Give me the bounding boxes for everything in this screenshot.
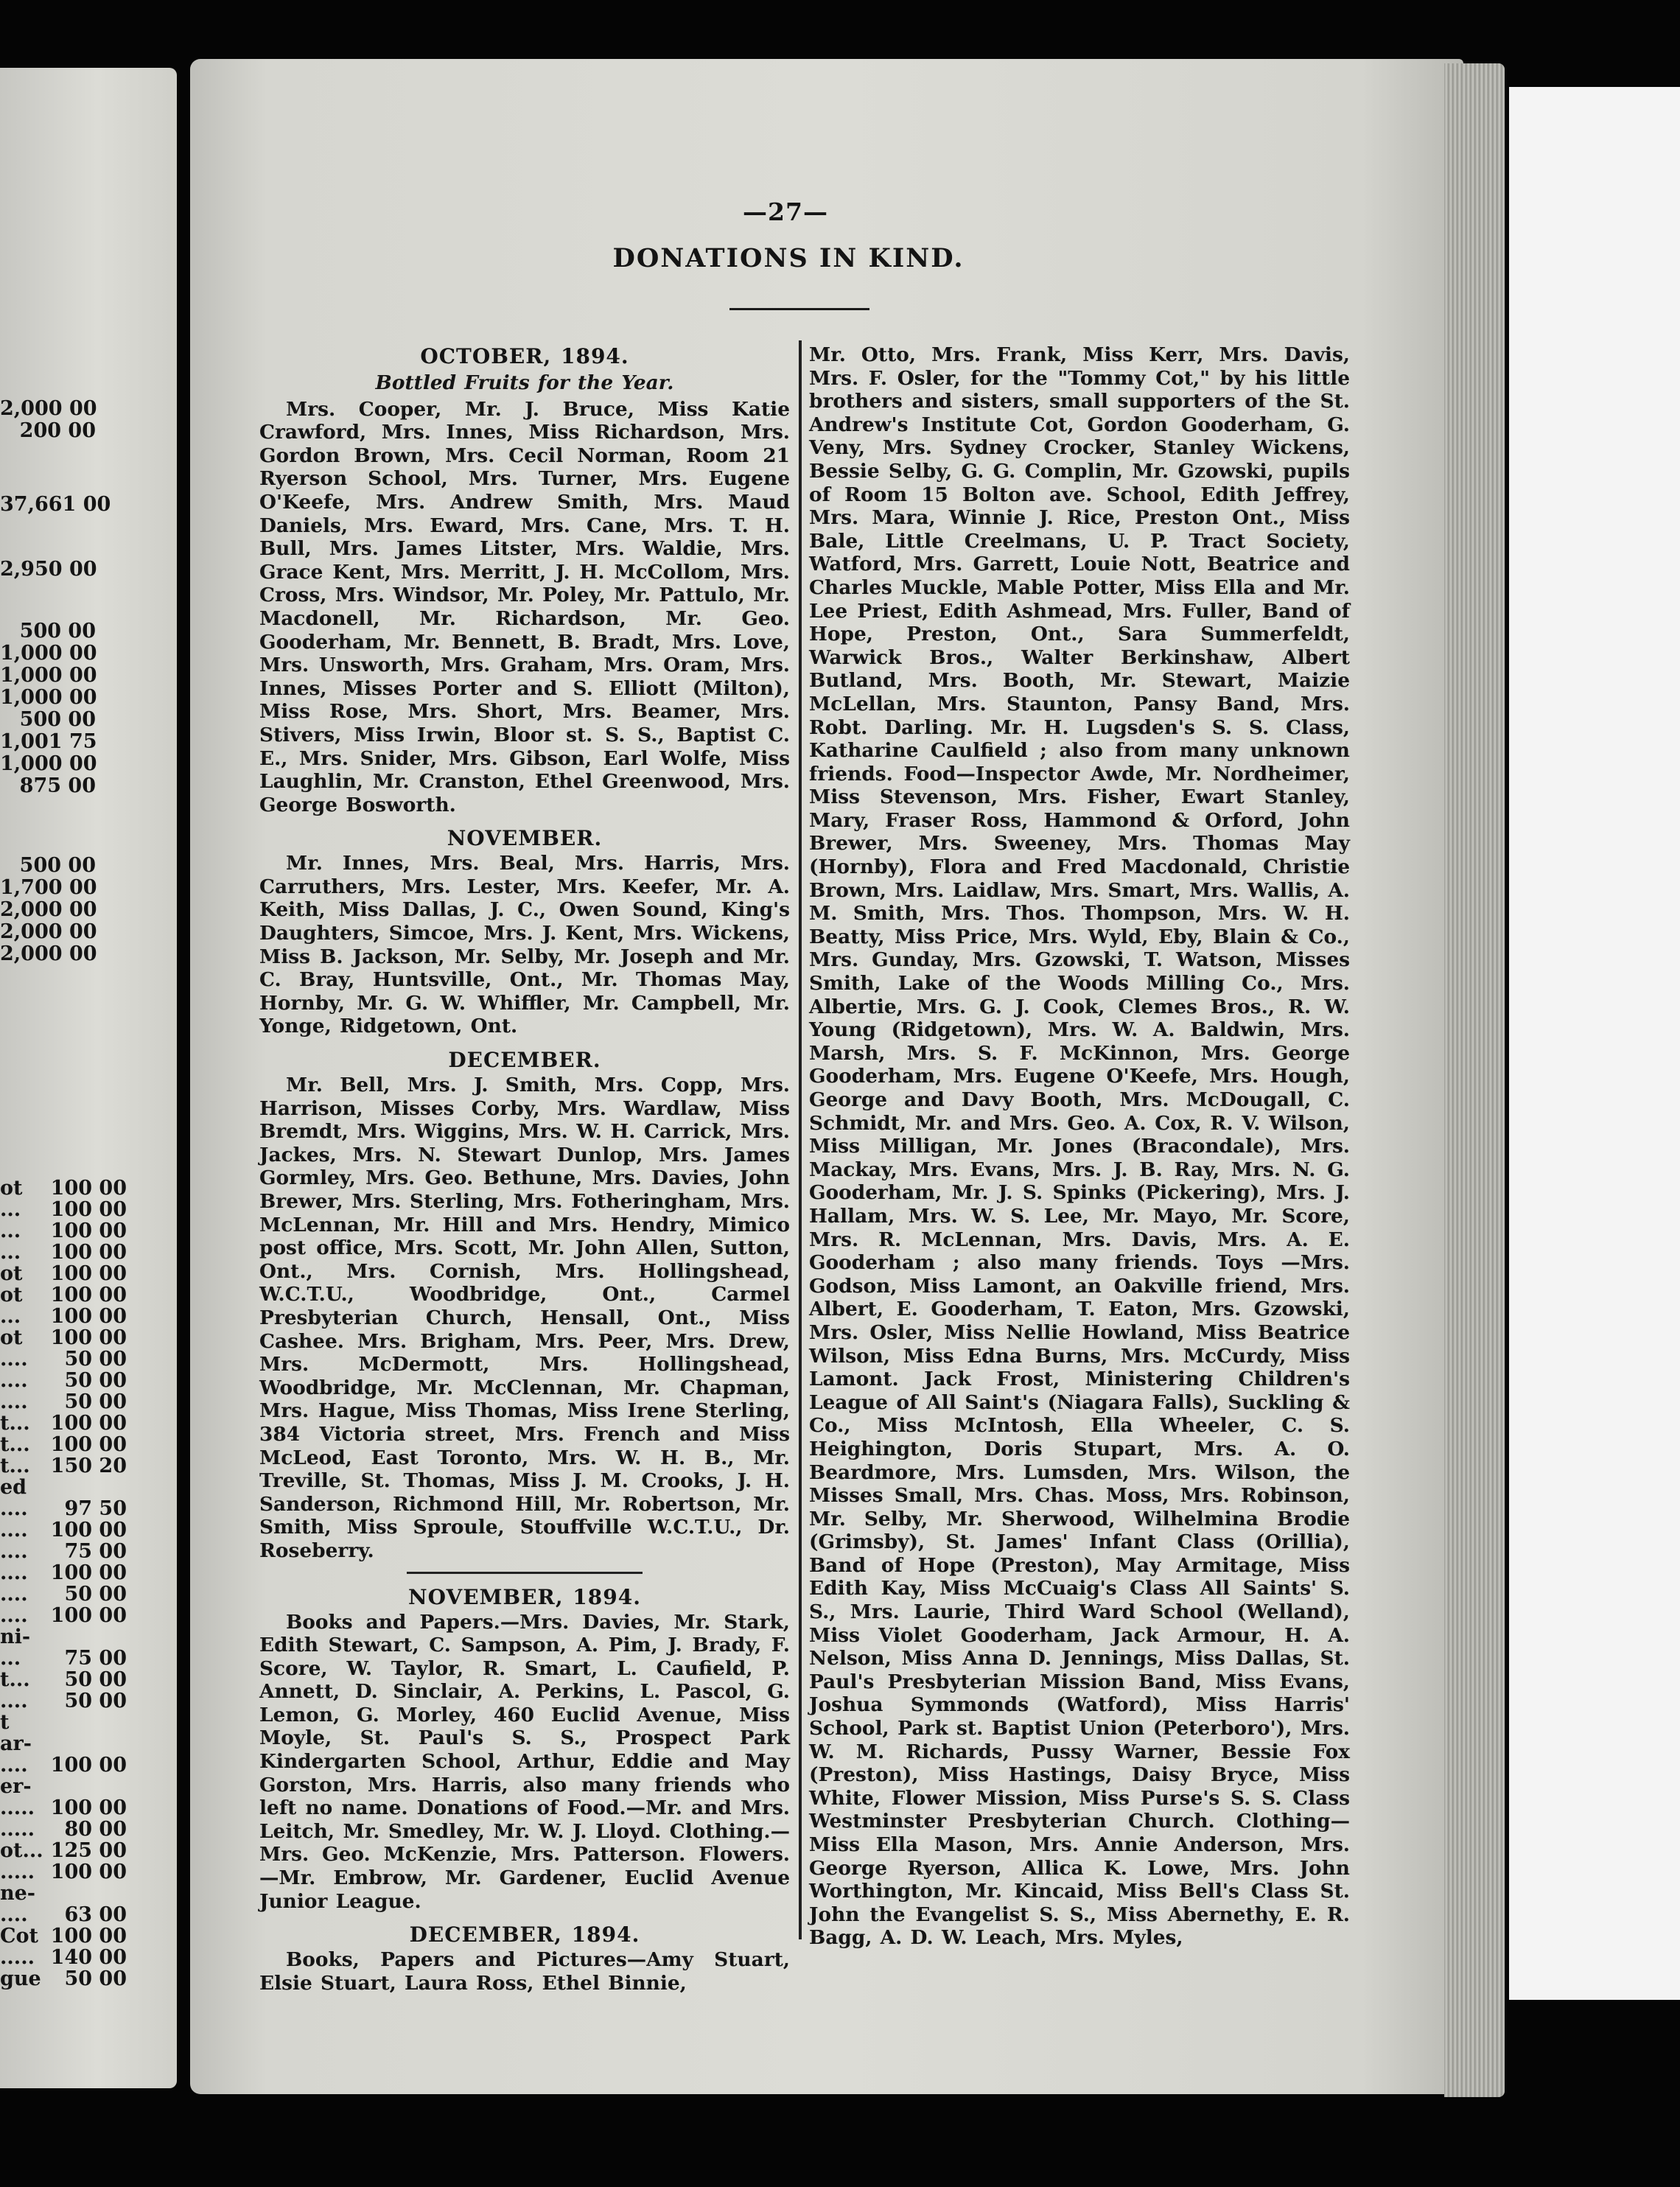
left-page-row-amount: 100 00 (50, 1604, 127, 1627)
left-page-row-label: ..... (0, 1797, 35, 1819)
left-page-row-label: ..... (0, 1819, 35, 1841)
left-page-row-amount (46, 1776, 127, 1798)
left-page-row-label: .... (0, 1584, 28, 1606)
left-page-row-label: .... (0, 1690, 28, 1712)
left-page-row-amount: 100 00 (50, 1925, 127, 1948)
left-page-row-amount: 140 00 (50, 1946, 127, 1969)
left-page-row-label: ot (0, 1327, 23, 1349)
left-page-row (0, 1669, 127, 1691)
left-page-row-label: ... (0, 1220, 21, 1242)
left-page-row (0, 1434, 127, 1456)
left-page-row-label: t... (0, 1669, 30, 1691)
left-page-amount: 1,700 00 (0, 876, 97, 899)
left-page-row-amount: 100 00 (50, 1198, 127, 1221)
section-heading-october-1894: OCTOBER, 1894. (420, 344, 629, 368)
left-page-row (0, 1242, 127, 1264)
left-page-amount: 875 00 (19, 774, 96, 797)
left-page-row-amount: 50 00 (64, 1348, 127, 1371)
left-page-row (0, 1840, 127, 1862)
left-page-row-label: ... (0, 1306, 21, 1328)
left-page-row-label: ot... (0, 1840, 43, 1862)
left-page-row-amount: 100 00 (50, 1433, 127, 1456)
section-heading-december: DECEMBER. (448, 1048, 601, 1073)
left-page-row-label: t... (0, 1413, 30, 1435)
left-page-amount: 2,000 00 (0, 898, 97, 921)
left-page-amount: 2,950 00 (0, 558, 97, 581)
left-page-row-label: ..... (0, 1861, 35, 1883)
left-page-row (0, 1904, 127, 1926)
section-heading-november-1894: NOVEMBER, 1894. (407, 1584, 641, 1609)
left-page-row (0, 1883, 127, 1905)
left-page-row (0, 1199, 127, 1221)
left-page-row (0, 1519, 127, 1542)
left-page-amount: 2,000 00 (0, 942, 97, 965)
left-page-row (0, 1562, 127, 1584)
left-page-row-amount: 100 00 (50, 1326, 127, 1349)
left-page-row (0, 1284, 127, 1306)
left-page-row (0, 1263, 127, 1285)
section-heading-december-1894: DECEMBER, 1894. (409, 1922, 640, 1948)
left-page-row-amount (46, 1477, 127, 1499)
left-page-row-label: ..... (0, 1947, 35, 1969)
left-page-amount: 1,000 00 (0, 752, 97, 775)
november-donors: Mr. Innes, Mrs. Beal, Mrs. Harris, Mrs. Carruthers, Mrs. Lester, Mrs. Keefer, Mr. A. Keith, Miss Dallas, J. C., Owen Sound, King's Daughters, Simcoe, Mrs. J. Kent, Mrs. Wickens, Miss B. Jackson, Mr. Selby, Mr. Joseph and Mr. C. Bray, Huntsville, Ont., Mr. Thomas May, Hornby, Mr. G. W. Whiffler, Mr. Campbell, Mr. Yonge, Ridgetown, Ont. (259, 852, 790, 1038)
left-page-row-label: .... (0, 1519, 28, 1542)
left-page-row (0, 1690, 127, 1712)
left-page-row (0, 1541, 127, 1563)
left-page-row-label: .... (0, 1370, 28, 1392)
background-strip (1509, 87, 1680, 2000)
left-page-row-amount: 80 00 (64, 1818, 127, 1841)
left-page-row-label: Cot (0, 1925, 38, 1948)
left-page-row (0, 1391, 127, 1413)
left-page-row-label: ... (0, 1242, 21, 1264)
left-page-row (0, 1455, 127, 1477)
left-page-row (0, 1605, 127, 1627)
section-heading-november: NOVEMBER. (447, 826, 603, 851)
left-page-row (0, 1477, 127, 1499)
left-page-row (0, 1327, 127, 1349)
left-page-row-label: .... (0, 1904, 28, 1926)
column-divider (799, 340, 802, 1939)
left-page-row-label: .... (0, 1348, 28, 1371)
left-page-row-amount: 100 00 (50, 1861, 127, 1883)
left-page-row-label: .... (0, 1391, 28, 1413)
left-page-row-label: gue (0, 1968, 41, 1990)
left-page-row-label: er- (0, 1776, 32, 1798)
left-page-row-amount: 150 20 (50, 1455, 127, 1477)
left-page-row-label: ... (0, 1199, 21, 1221)
left-page-row-amount: 75 00 (64, 1540, 127, 1563)
left-page-row-amount: 100 00 (50, 1561, 127, 1584)
left-page-amount: 1,000 00 (0, 642, 97, 665)
left-page-row-label: ed (0, 1477, 27, 1499)
left-page-row-label: t... (0, 1455, 30, 1477)
december-1894-donors: Books, Papers and Pictures—Amy Stuart, Elsie Stuart, Laura Ross, Ethel Binnie, (259, 1948, 790, 1995)
left-page-row-amount: 125 00 (50, 1839, 127, 1862)
left-page-row (0, 1733, 127, 1755)
page-edges (1444, 63, 1505, 2097)
left-page-row-label: ot (0, 1284, 23, 1306)
left-page-row-label: .... (0, 1754, 28, 1777)
page-number: —27— (743, 197, 828, 226)
left-page-row-label: .... (0, 1498, 28, 1520)
left-page-row-amount: 100 00 (50, 1754, 127, 1777)
left-page-row (0, 1797, 127, 1819)
left-page-row-amount: 100 00 (50, 1519, 127, 1542)
left-page-row-amount: 50 00 (64, 1369, 127, 1392)
left-page-row (0, 1498, 127, 1520)
left-page-amount: 200 00 (19, 419, 96, 442)
left-page-row-label: ot (0, 1178, 23, 1200)
left-page-row (0, 1861, 127, 1883)
left-page-row-label: t (0, 1712, 10, 1734)
left-page-row (0, 1584, 127, 1606)
left-page-row-amount: 100 00 (50, 1220, 127, 1242)
left-page-row-amount: 100 00 (50, 1262, 127, 1285)
left-page-row-amount: 50 00 (64, 1967, 127, 1990)
left-page-amount: 500 00 (19, 708, 96, 731)
november-1894-donors: Books and Papers.—Mrs. Davies, Mr. Stark, Edith Stewart, C. Sampson, A. Pim, J. Brady, F. Score, W. Taylor, R. Smart, L. Caufield, P. Annett, D. Sinclair, A. Perkins, L. Pascol, G. Lemon, G. Morley, 460 Euclid Avenue, Miss Moyle, St. Paul's S. S., Prospect Park Kindergarten School, Arthur, Eddie and May Gorston, Mrs. Harris, also many friends who left no name. Donations of Food.—Mr. and Mrs. Leitch, Mr. Smedley, Mr. W. J. Lloyd. Clothing.—Mrs. Geo. McKenzie, Mrs. Patterson. Flowers. —Mr. Embrow, Mr. Gardener, Euclid Avenue Junior League. (259, 1610, 790, 1913)
left-page-amount: 1,001 75 (0, 730, 97, 753)
left-page-row (0, 1220, 127, 1242)
left-page-row-amount: 63 00 (64, 1903, 127, 1926)
left-page-row (0, 1306, 127, 1328)
left-page-amount: 1,000 00 (0, 664, 97, 687)
left-page-amount: 1,000 00 (0, 686, 97, 709)
left-page-row (0, 1648, 127, 1670)
left-page-row (0, 1925, 127, 1948)
left-page-row (0, 1712, 127, 1734)
december-donors: Mr. Bell, Mrs. J. Smith, Mrs. Copp, Mrs. Harrison, Misses Corby, Mrs. Wardlaw, Miss Bremdt, Mrs. Wiggins, Mrs. W. H. Carrick, Mrs. Jackes, Mrs. N. Stewart Dunlop, Mrs. James Gormley, Mrs. Geo. Bethune, Mrs. Davies, John Brewer, Mrs. Sterling, Mrs. Fotheringham, Mrs. McLennan, Mr. Hill and Mrs. Hendry, Mimico post office, Mrs. Scott, Mr. John Allen, Sutton, Ont., Mrs. Cornish, Mrs. Hollingshead, W.C.T.U., Woodbridge, Ont., Carmel Presbyterian Church, Hensall, Ont., Miss Cashee. Mrs. Brigham, Mrs. Peer, Mrs. Drew, Mrs. McDermott, Mrs. Hollingshead, Woodbridge, Mr. McClennan, Mr. Chapman, Mrs. Hague, Miss Thomas, Miss Irene Sterling, 384 Victoria street, Mrs. French and Miss McLeod, East Toronto, Mrs. W. H. B., Mr. Treville, St. Thomas, Miss J. M. Crooks, J. H. Sanderson, Richmond Hill, Mr. Robertson, Mr. Smith, Miss Sproule, Stouffville W.C.T.U., Dr. Roseberry. (259, 1074, 790, 1562)
left-page-row-amount (46, 1883, 127, 1905)
left-page-row (0, 1348, 127, 1371)
section-subheading-bottled-fruits: Bottled Fruits for the Year. (375, 371, 674, 394)
left-page-row (0, 1947, 127, 1969)
left-page-row (0, 1968, 127, 1990)
left-page-row-amount: 50 00 (64, 1390, 127, 1413)
left-page-amount: 2,000 00 (0, 397, 97, 420)
left-page-row-amount: 50 00 (64, 1690, 127, 1712)
continued-donors: Mr. Otto, Mrs. Frank, Miss Kerr, Mrs. Davis, Mrs. F. Osler, for the "Tommy Cot," by his little brothers and sisters, small supporters of the St. Andrew's Institute Cot, Gordon Gooderham, G. Veny, Mrs. Sydney Crocker, Stanley Wickens, Bessie Selby, G. G. Complin, Mr. Gzowski, pupils of Room 15 Bolton ave. School, Edith Jeffrey, Mrs. Mara, Winnie J. Rice, Preston Ont., Miss Bale, Little Creelmans, U. P. Tract Society, Watford, Mrs. Garrett, Louie Nott, Beatrice and Charles Muckle, Mable Potter, Miss Ella and Mr. Lee Priest, Edith Ashmead, Mrs. Fuller, Band of Hope, Preston, Ont., Sara Summerfeldt, Warwick Bros., Walter Berkinshaw, Albert Butland, Mrs. Booth, Mr. Stewart, Maizie McLellan, Mrs. Staunton, Pansy Band, Mrs. Robt. Darling. Mr. H. Lugsden's S. S. Class, Katharine Caulfield ; also from many unknown friends. Food—Inspector Awde, Mr. Nordheimer, Miss Stevenson, Mrs. Fisher, Ewart Stanley, Mary, Fraser Ross, Hammond & Orford, John Brewer, Mrs. Sweeney, Mrs. Thomas May (Hornby), Flora and Fred Macdonald, Christie Brown, Mrs. Laidlaw, Mrs. Smart, Mrs. Wallis, A. M. Smith, Mrs. Thos. Thompson, Mrs. W. H. Beatty, Miss Price, Mrs. Wyld, Eby, Blain & Co., Mrs. Gunday, Mrs. Gzowski, T. Watson, Misses Smith, Lake of the Woods Milling Co., Mrs. Albertie, Mrs. G. J. Cook, Clemes Bros., R. W. Young (Ridgetown), Mrs. W. A. Baldwin, Mrs. Marsh, Mrs. S. F. McKinnon, Mrs. George Gooderham, Mrs. Eugene O'Keefe, Mrs. Hough, George and Davy Booth, Mrs. McDougall, C. Schmidt, Mr. and Mrs. Geo. A. Cox, R. V. Wilson, Miss Milligan, Mr. Jones (Bracondale), Mrs. Mackay, Mrs. Evans, Mrs. J. B. Ray, Mrs. N. G. Gooderham, Mr. J. S. Spinks (Pickering), Mrs. J. Hallam, Mrs. W. S. Lee, Mr. Mayo, Mr. Score, Mrs. R. McLennan, Mrs. Davis, Mrs. A. E. Gooderham ; also many friends. Toys —Mrs. Godson, Miss Lamont, an Oakville friend, Mrs. Albert, E. Gooderham, T. Eaton, Mrs. Gzowski, Mrs. Osler, Miss Nellie Howland, Miss Beatrice Wilson, Miss Edna Burns, Mrs. McCurdy, Miss Lamont. Jack Frost, Ministering Children's League of All Saint's (Niagara Falls), Suckling & Co., Miss McIntosh, Ella Wheeler, C. S. Heighington, Doris Stupart, Mrs. A. O. Beardmore, Mrs. Lumsden, Mrs. Wilson, the Misses Small, Mrs. Chas. Moss, Mrs. Robinson, Mr. Selby, Mr. Sherwood, Wilhelmina Brodie (Grimsby), St. James' Infant Class (Orillia), Band of Hope (Preston), May Armitage, Miss Edith Kay, Miss McCuaig's Class All Saints' S. S., Mrs. Laurie, Third Ward School (Welland), Miss Violet Gooderham, Jack Armour, H. A. Nelson, Miss Anna D. Jennings, Miss Dallas, St. Paul's Presbyterian Mission Band, Miss Evans, Joshua Symmonds (Watford), Miss Harris' School, Park st. Baptist Union (Peterboro'), Mrs. W. M. Richards, Pussy Warner, Bessie Fox (Preston), Miss Hastings, Daisy Bryce, Miss White, Flower Mission, Miss Purse's S. S. Class Westminster Presbyterian Church. Clothing—Miss Ella Mason, Mrs. Annie Anderson, Mrs. George Ryerson, Allica K. Lowe, Mrs. John Worthington, Mr. Kincaid, Miss Bell's Class St. John the Evangelist S. S., Miss Abernethy, E. R. Bagg, A. D. W. Leach, Mrs. Myles, (809, 343, 1350, 1950)
left-page-row-amount: 100 00 (50, 1796, 127, 1819)
section-rule (407, 1572, 643, 1574)
left-page-row-label: .... (0, 1562, 28, 1584)
left-page-row-label: ot (0, 1263, 23, 1285)
left-page-row-amount: 100 00 (50, 1241, 127, 1264)
left-page-row-amount (46, 1733, 127, 1755)
left-page-row (0, 1178, 127, 1200)
left-page-amount: 500 00 (19, 620, 96, 643)
left-page-row-amount (46, 1626, 127, 1648)
left-page-amount: 500 00 (19, 854, 96, 877)
left-page-row (0, 1413, 127, 1435)
left-page-row-label: .... (0, 1541, 28, 1563)
right-column (809, 343, 1350, 1950)
left-page-row (0, 1776, 127, 1798)
left-page-row (0, 1754, 127, 1777)
left-page-row-amount: 100 00 (50, 1412, 127, 1435)
left-page-row (0, 1626, 127, 1648)
left-page-row (0, 1370, 127, 1392)
left-page-row-label: ni- (0, 1626, 31, 1648)
left-page-row-amount: 100 00 (50, 1177, 127, 1200)
left-page-row-label: ne- (0, 1883, 36, 1905)
left-page-row-amount: 50 00 (64, 1668, 127, 1691)
left-page-amount: 2,000 00 (0, 920, 97, 943)
left-page-row-label: ar- (0, 1733, 32, 1755)
left-page-row-amount: 75 00 (64, 1647, 127, 1670)
left-page-amount: 37,661 00 (0, 493, 111, 516)
title-rule (729, 308, 869, 310)
page-title: DONATIONS IN KIND. (612, 243, 965, 273)
left-page-row-label: ... (0, 1648, 21, 1670)
left-page-row (0, 1819, 127, 1841)
left-facing-page (0, 68, 177, 2088)
left-page-row-label: .... (0, 1605, 28, 1627)
october-donors: Mrs. Cooper, Mr. J. Bruce, Miss Katie Crawford, Mrs. Innes, Miss Richardson, Mrs. Gordon Brown, Mrs. Cecil Norman, Room 21 Ryerson School, Mrs. Turner, Mrs. Eugene O'Keefe, Mrs. Andrew Smith, Mrs. Maud Daniels, Mrs. Eward, Mrs. Cane, Mrs. T. H. Bull, Mrs. James Litster, Mrs. Waldie, Mrs. Grace Kent, Mrs. Merritt, J. H. McCollom, Mrs. Cross, Mrs. Windsor, Mr. Poley, Mr. Pattulo, Mr. Macdonell, Mr. Richardson, Mr. Geo. Gooderham, Mr. Bennett, B. Bradt, Mrs. Love, Mrs. Unsworth, Mrs. Graham, Mrs. Oram, Mrs. Innes, Misses Porter and S. Elliott (Milton), Miss Rose, Mrs. Short, Mrs. Beamer, Mrs. Stivers, Miss Irwin, Bloor st. S. S., Baptist C. E., Mrs. Snider, Mrs. Gibson, Earl Wolfe, Miss Laughlin, Mr. Cranston, Ethel Greenwood, Mrs. George Bosworth. (259, 397, 790, 816)
left-page-row-amount: 50 00 (64, 1583, 127, 1606)
left-column (259, 343, 790, 1995)
left-page-row-amount: 97 50 (64, 1497, 127, 1520)
left-page-row-label: t... (0, 1434, 30, 1456)
left-page-row-amount: 100 00 (50, 1284, 127, 1306)
left-page-row-amount (46, 1712, 127, 1734)
left-page-row-amount: 100 00 (50, 1305, 127, 1328)
